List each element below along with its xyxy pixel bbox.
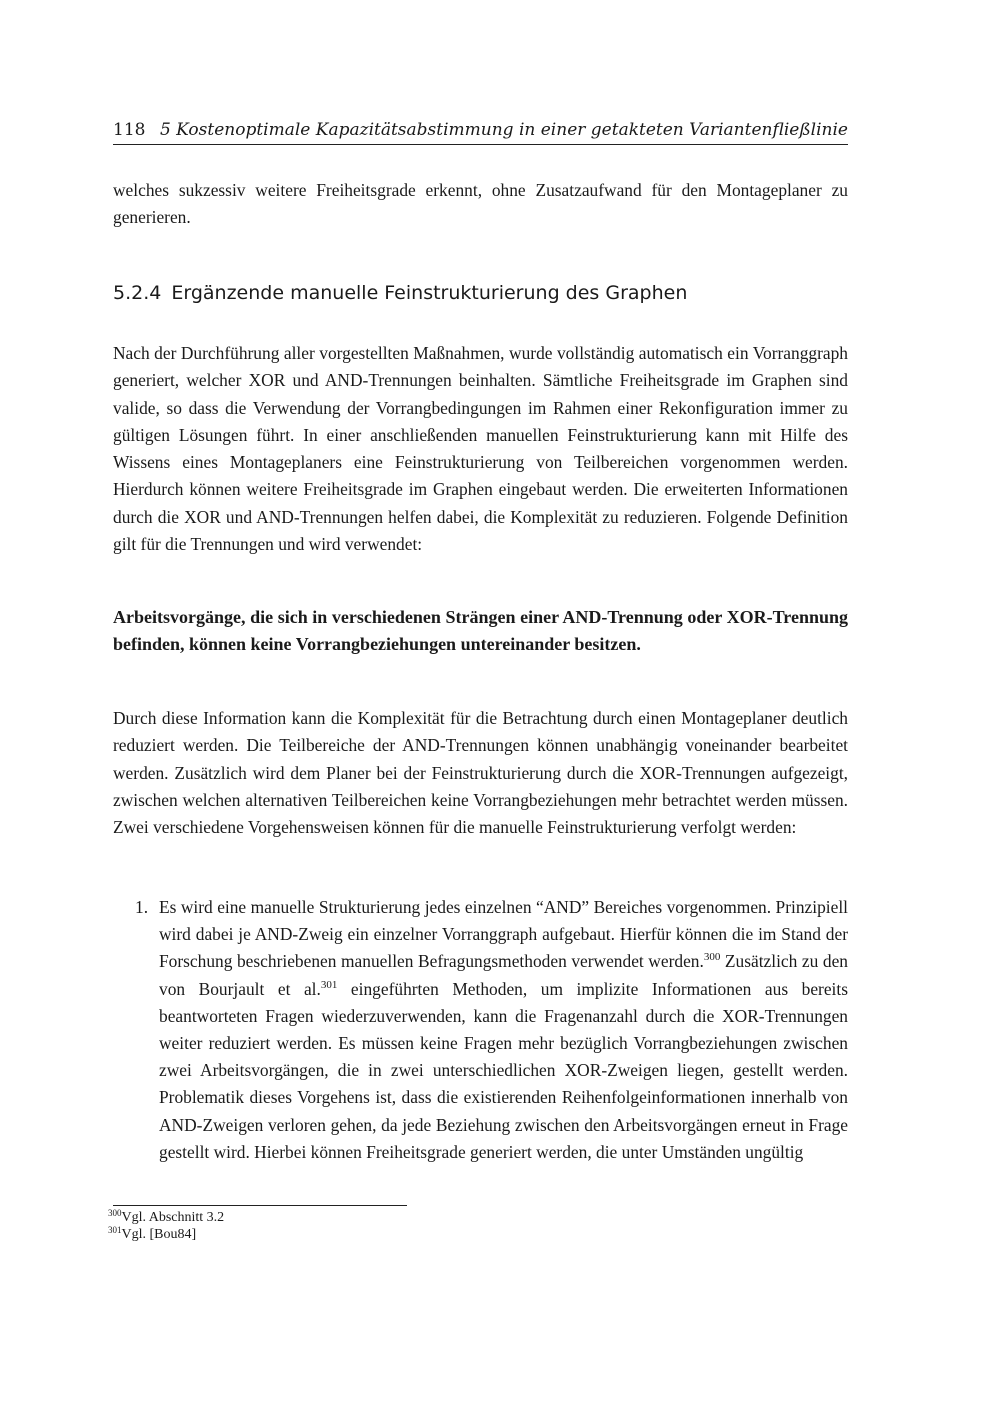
footnote-number: 300 [108, 1208, 122, 1218]
footnote-ref-301[interactable]: 301 [320, 978, 338, 991]
chapter-title: 5 Kostenoptimale Kapazitätsabstimmung in einer getakteten Variantenfließlinie [159, 120, 848, 140]
section-heading [113, 280, 687, 306]
enumerated-list [113, 894, 848, 1166]
footnote-number: 301 [108, 1225, 122, 1235]
list-item [113, 894, 848, 1166]
footnote-text: Vgl. Abschnitt 3.2 [121, 1210, 225, 1225]
footnote-301 [108, 1226, 848, 1243]
list-item-text: Zusätzlich zu den von Bourjault et al. [159, 951, 848, 999]
section-number: 5.2.4 [113, 282, 162, 304]
footnote-300 [108, 1209, 848, 1226]
body-paragraph-2: Durch diese Information kann die Komplexität für die Betrachtung durch einen Montageplaner deutlich reduziert werden. Die Teilbereiche der AND-Trennungen können unabhängig voneinander bearbeitet werden. Zusätzlich wird dem Planer bei der Feinstrukturierung durch die XOR-Trennungen aufgezeigt, zwischen welchen alternativen Teilbereichen keine Vorrangbeziehungen mehr betrachtet werden müssen. Zwei verschiedene Vorgehensweisen können für die manuelle Feinstrukturierung verfolgt werden: [113, 708, 848, 838]
footnote-text: Vgl. [Bou84] [121, 1227, 197, 1242]
list-item-text: Es wird eine manuelle Strukturierung jedes einzelnen “AND” Bereiches vorgenommen. Prinzipiell wird dabei je AND-Zweig ein einzelner Vorranggraph aufgebaut. Hierfür können die im Stand der Forschung beschriebenen manuellen Befragungsmethoden verwendet werden. [159, 897, 848, 972]
list-marker: 1. [135, 897, 149, 917]
intro-paragraph: welches sukzessiv weitere Freiheitsgrade erkennt, ohne Zusatzaufwand für den Montageplaner zu generieren. [113, 180, 848, 228]
footnote-divider [113, 1205, 407, 1206]
list-item-text: eingeführten Methoden, um implizite Informationen aus bereits beantworteten Fragen wiederzuverwenden, kann die Fragenanzahl durch die XOR-Trennungen weiter reduziert werden. Es müssen keine Fragen mehr bezüglich Vorrangbeziehungen zwischen zwei Arbeitsvorgängen, die in zwei unterschiedlichen XOR-Zweigen liegen, gestellt werden. Problematik dieses Vorgehens ist, dass die existierenden Reihenfolgeinformationen innerhalb von AND-Zweigen verloren gehen, da jede Beziehung zwischen den Arbeitsvorgängen erneut in Frage gestellt wird. Hierbei können Freiheitsgrade generiert werden, die unter Umständen ungültig [159, 978, 848, 1162]
footnotes [108, 1209, 848, 1243]
running-header [113, 116, 848, 145]
section-title: Ergänzende manuelle Feinstrukturierung des Graphen [171, 282, 688, 304]
footnote-ref-300[interactable]: 300 [703, 951, 721, 964]
definition-statement: Arbeitsvorgänge, die sich in verschiedenen Strängen einer AND-Trennung oder XOR-Trennung befinden, können keine Vorrangbeziehungen untereinander besitzen. [113, 607, 848, 655]
page-number: 118 [113, 120, 146, 140]
body-paragraph: Nach der Durchführung aller vorgestellten Maßnahmen, wurde vollständig automatisch ein Vorranggraph generiert, welcher XOR und AND-Trennungen beinhalten. Sämtliche Freiheitsgrade im Graphen sind valide, so dass die Verwendung der Vorrangbedingungen im Rahmen einer Rekonfiguration immer zu gültigen Lösungen führt. In einer anschließenden manuellen Feinstrukturierung kann mit Hilfe des Wissens eines Montageplaners eine Feinstrukturierung von Teilbereichen vorgenommen werden. Hierdurch können weitere Freiheitsgrade im Graphen eingebaut werden. Die erweiterten Informationen durch die XOR und AND-Trennungen helfen dabei, die Komplexität zu reduzieren. Folgende Definition gilt für die Trennungen und wird verwendet: [113, 343, 848, 555]
